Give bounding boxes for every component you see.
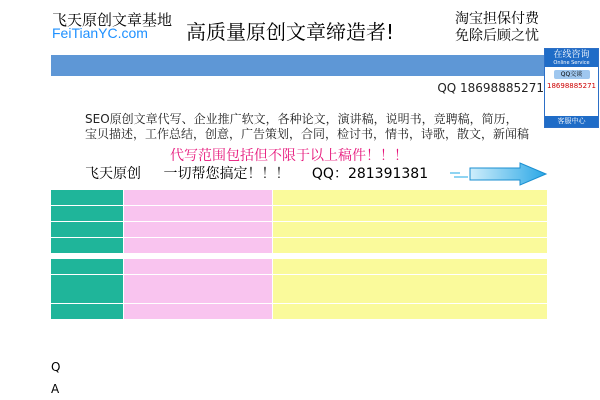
table-cell [51, 238, 124, 254]
intro-line-1: QQ 18698885271 [437, 81, 544, 95]
online-service-widget [544, 48, 599, 128]
taobao-notice-line2: 免除后顾之忧 [455, 28, 539, 44]
table-cell [51, 275, 124, 304]
table-cell [124, 222, 273, 238]
pricing-table-2 [50, 258, 548, 320]
services-list [85, 112, 545, 142]
contact-qq[interactable]: QQ：281391381 [311, 166, 429, 182]
table-cell [273, 190, 548, 206]
table-link[interactable] [124, 304, 273, 320]
service-phone: 18698885271 [547, 82, 596, 90]
table-cell [124, 259, 273, 275]
table-cell [124, 190, 273, 206]
contact-tagline: 一切帮您搞定！！！ [163, 166, 290, 182]
table-cell [273, 275, 548, 304]
contact-line [85, 163, 446, 183]
nav-item-1[interactable] [51, 55, 106, 76]
table-cell [51, 259, 124, 275]
scope-note: 代写范围包括但不限于以上稿件！！！ [170, 148, 408, 164]
faq-answer: A [51, 382, 60, 396]
taobao-notice-line1: 淘宝担保付费 [455, 11, 539, 27]
intro-paragraph [51, 80, 544, 112]
qq-chat-button[interactable]: QQ交谈 [554, 70, 590, 79]
logo-chinese[interactable]: 飞天原创文章基地 [52, 11, 173, 29]
table-row [51, 275, 548, 304]
nav-item-3[interactable] [171, 55, 246, 76]
contact-brand: 飞天原创 [85, 166, 141, 182]
table-cell [273, 222, 548, 238]
table-cell [51, 304, 124, 320]
table-row [51, 238, 548, 254]
table-link[interactable] [273, 238, 548, 254]
nav-item-4[interactable] [246, 55, 306, 76]
arrow-right-icon [448, 162, 548, 186]
table-row [51, 259, 548, 275]
table-row [51, 304, 548, 320]
table-cell [124, 275, 273, 304]
table-cell [124, 206, 273, 222]
site-header [0, 0, 600, 52]
service-center-link[interactable]: 客服中心 [545, 116, 598, 127]
online-service-subtitle: Online Service [553, 60, 590, 66]
table-cell [51, 190, 124, 206]
table-cell [51, 222, 124, 238]
table-cell [273, 206, 548, 222]
nav-item-5[interactable] [306, 55, 366, 76]
nav-item-6[interactable] [366, 55, 426, 76]
main-nav [51, 55, 544, 76]
table-row [51, 222, 548, 238]
site-slogan: 高质量原创文章缔造者! [186, 20, 395, 44]
table-cell [51, 206, 124, 222]
online-service-header [545, 49, 598, 67]
table-row [51, 206, 548, 222]
table-link[interactable] [273, 304, 548, 320]
table-link[interactable] [124, 238, 273, 254]
online-service-title: 在线咨询 [553, 50, 590, 60]
pricing-table-1 [50, 189, 548, 254]
intro-line-2 [51, 96, 544, 112]
services-line-1: SEO原创文章代写、企业推广软文，各种论文，演讲稿，说明书，竞聘稿，简历， [85, 112, 518, 126]
table-row [51, 190, 548, 206]
table-cell [273, 259, 548, 275]
nav-item-2[interactable] [106, 55, 171, 76]
logo-english[interactable]: FeiTianYC.com [52, 25, 148, 41]
faq-question: Q [51, 360, 61, 374]
services-line-2: 宝贝描述，工作总结，创意，广告策划，合同，检讨书，情书，诗歌，散文，新闻稿 [85, 127, 530, 141]
